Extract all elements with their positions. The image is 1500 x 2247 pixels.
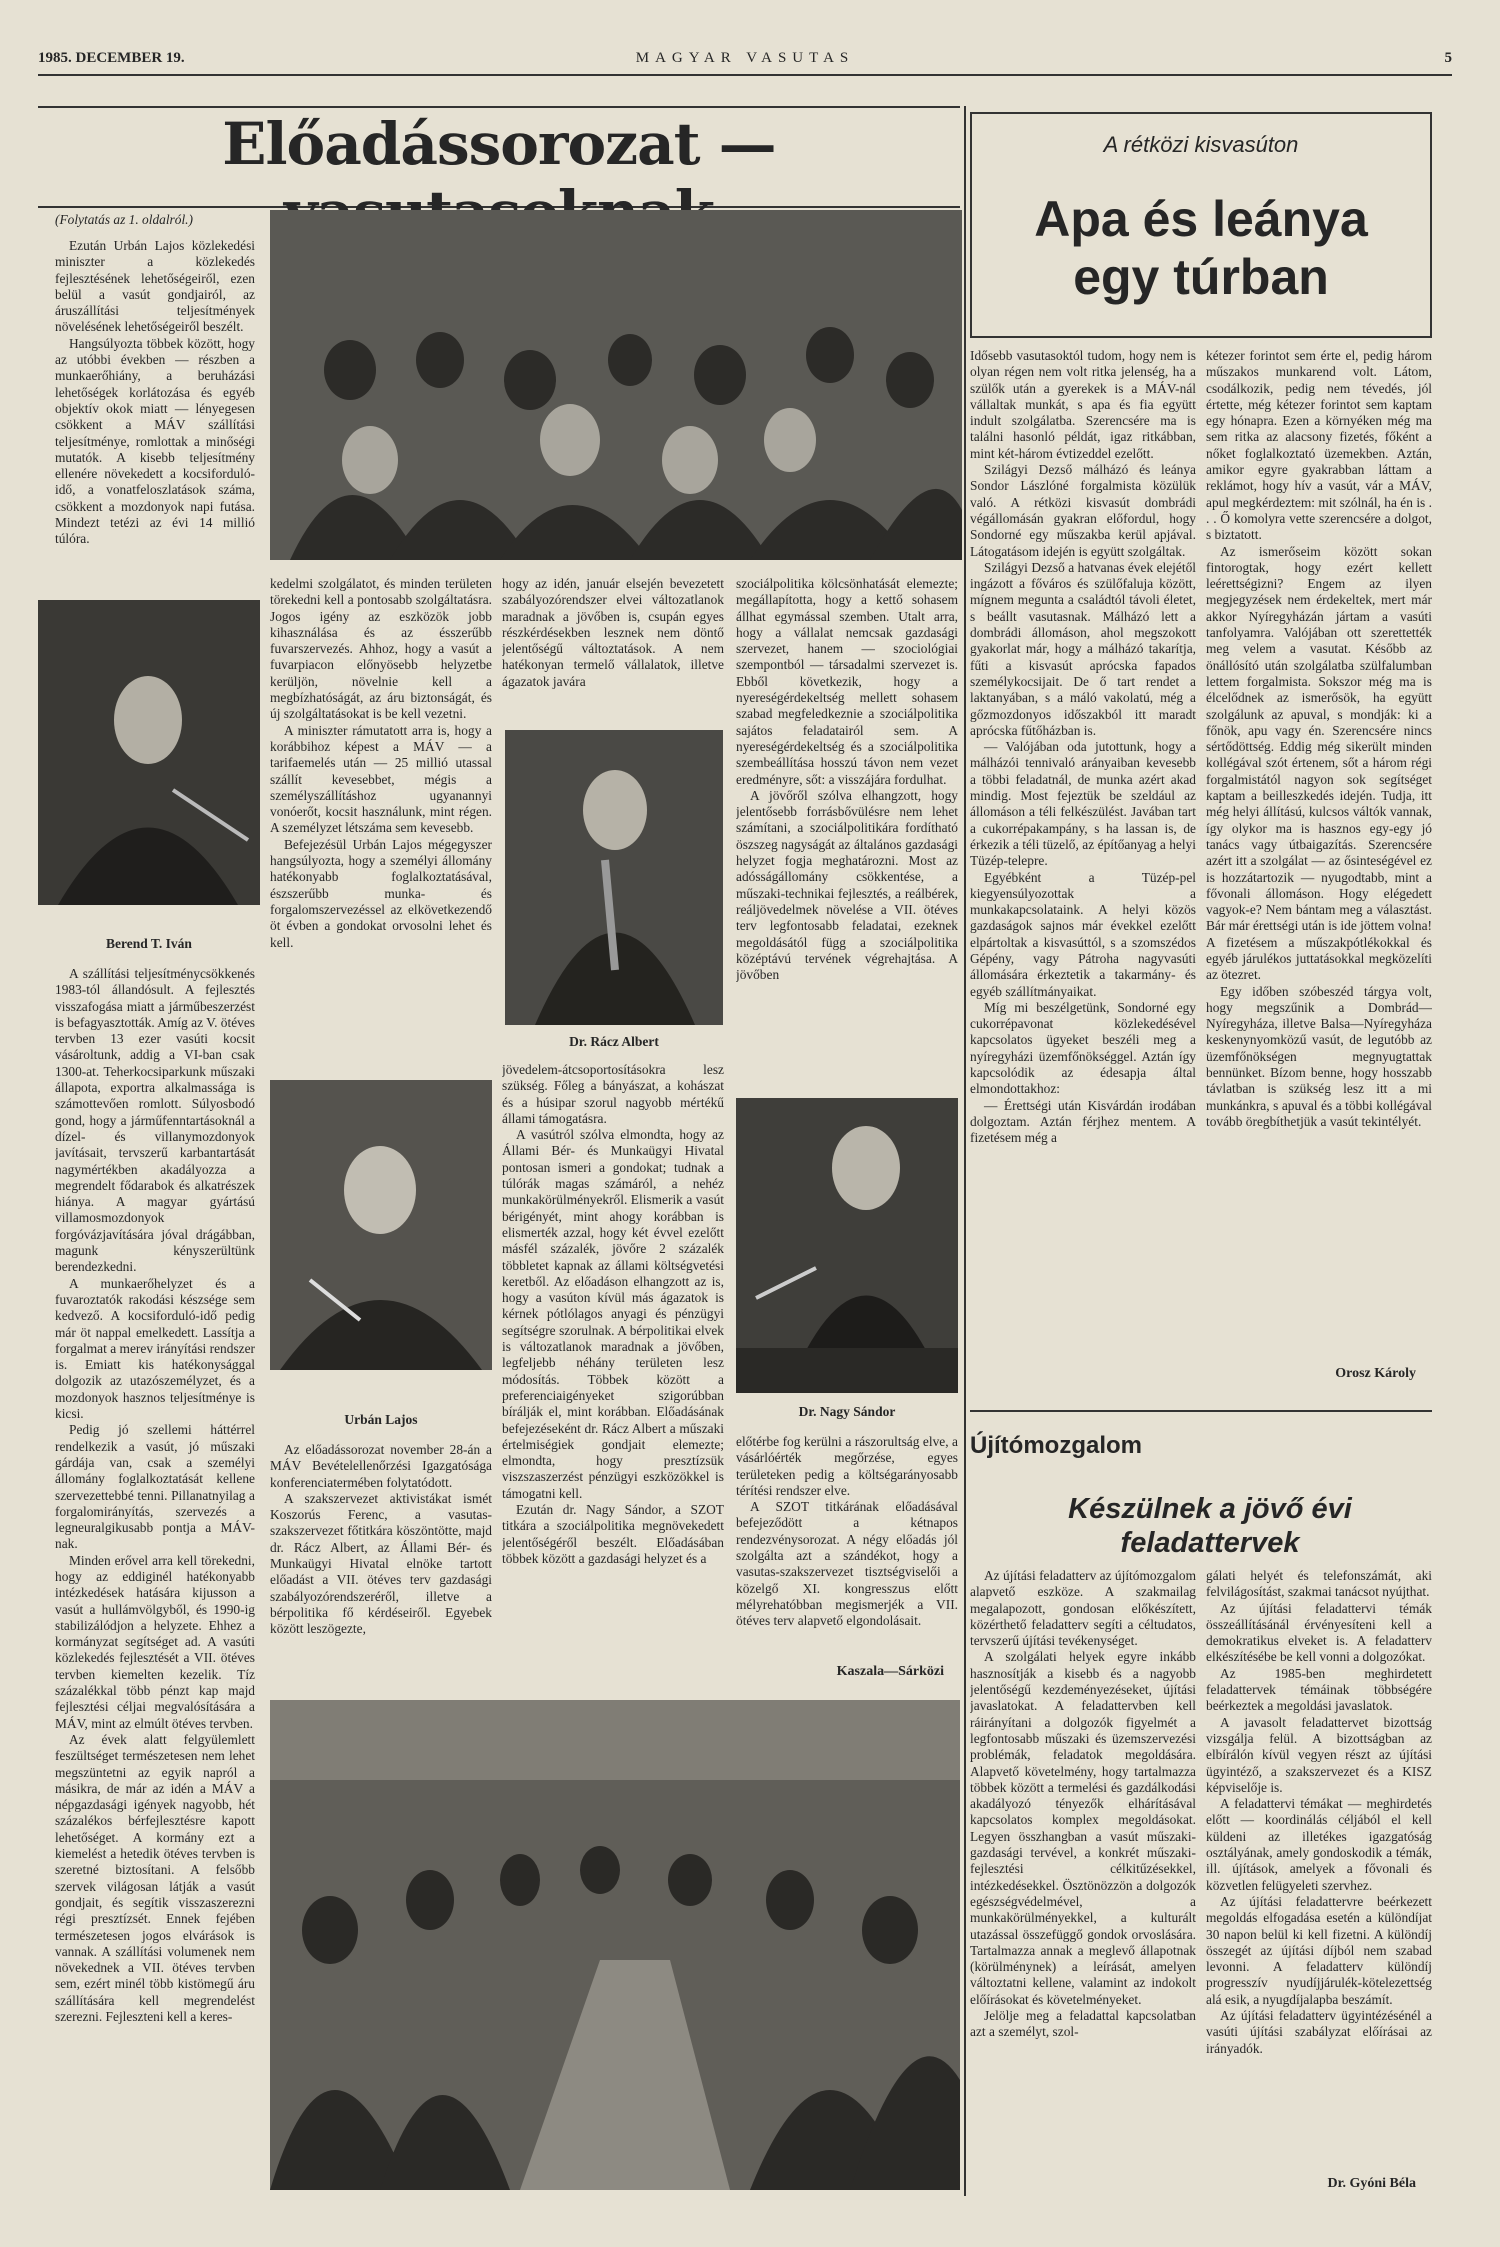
photograph-image <box>505 730 723 1025</box>
paragraph: kétezer forintot sem érte el, pedig három műszakos munkarend volt. Látom, csodálkozik, pedig nem tévedés, jól értette, még kétezer forintot sem kaptam egy hónapra. Ezen a környéken még ma sem ritka az alacsony fizetés, főként a nőket foglalkoztató üzemekben. Aztán, amikor egyre gyakrabban láttam a reklámot, hogy hív a vasút, vár a MÁV, apul megkérdeztem: mit szólnál, ha én is . . . Ő komolyra vette szerencsére a dolgot, s biztatott. <box>1206 348 1432 543</box>
paragraph: A miniszter rámutatott arra is, hogy a korábbihoz képest a MÁV — a tarifaemelés után — 25 millió utassal szállít kevesebbet, mégis a személyszállításhoz ugyanannyi vonóerőt, kocsit használunk, mint régen. A személyzet létszáma sem kevesebb. <box>270 722 492 836</box>
paragraph: A feladattervi témákat — meghirdetés előtt — koordinálás céljából el kell küldeni az illetékes igazgatóság osztályának, amely gondoskodik a témák, ill. újítások, amelyek a fővonali és közvetlen felügyeleti szervhez. <box>1206 1796 1432 1893</box>
sidebar-column-b <box>1206 348 1432 1358</box>
sidebar-signature: Orosz Károly <box>1335 1366 1416 1381</box>
photograph-image <box>270 1700 960 2190</box>
sidebar-column-a <box>970 348 1196 1378</box>
paragraph: Az előadássorozat november 28-án a MÁV Bevételellenőrzési Igazgatósága konferenciatermében folytatódott. <box>270 1442 492 1490</box>
paragraph: Az újítási feladatterv az újítómozgalom alapvető eszköze. A szakmailag megalapozott, gondosan előkészített, közérthető feladatterv segíti a céltudatos, tervszerű újítási tevékenységet. <box>970 1568 1196 1649</box>
photo-conference-hall <box>270 1700 960 2190</box>
article-column-1b <box>55 966 255 2166</box>
article-title: Előadássorozat — <box>222 110 776 178</box>
paragraph: Egy időben szóbeszéd tárgya volt, hogy megszűnik a Dombrád—Nyíregyháza, illetve Balsa—Nyíregyháza keskenynyomközű vasút, de legutóbb az üzemfőnökségen megnyugtattak bennünket. Bízom benne, hogy hosszabb távlatban is szükség lesz itt a mi munkánkra, s apuval és a többi kollégával tovább öregbíthetjük a vasút tekintélyét. <box>1206 983 1432 1129</box>
paragraph: Hangsúlyozta többek között, hogy az utóbbi években — részben a munkaerőhiány, a beruházási lehetőségek korlátozása és egyéb objektív okok miatt — lényegesen csökkent a MÁV szállítási teljesítménye, romlottak a minőségi mutatók. A kisebb teljesítmény ellenére növekedett a kocsiforduló-idő, a vonatfeloszlatások száma, csökkent a mozdonyok napi futása. Mindezt tetézi az évi 14 millió túlóra. <box>55 335 255 547</box>
paragraph: Az 1985-ben meghirdetett feladattervek témáinak többségére beérkeztek a megoldási javaslatok. <box>1206 1665 1432 1714</box>
article-column-4 <box>736 576 958 1086</box>
paragraph: A munkaerőhelyzet és a fuvaroztatók rakodási készsége sem kedvező. A kocsiforduló-idő pedig már öt nappal emelkedett. Lassítja a forgalmat a merev irányítási rendszer is. Emiatt kis hatékonysággal dolgozik az utazószemélyzet, és a mozdonyok hasznos teljesítménye is kicsi. <box>55 1275 255 1422</box>
issue-date: 1985. DECEMBER 19. <box>38 50 185 66</box>
paragraph: Míg mi beszélgetünk, Sondorné egy cukorrépavonat közlekedésével kapcsolatos ügyeket beszéli meg a nyíregyházi üzemfőnökséggel. Aztán így kapcsolódik az édesapja által elmondottakhoz: <box>970 999 1196 1097</box>
paragraph: jövedelem-átcsoportosításokra lesz szükség. Főleg a bányászat, a kohászat és a húsipar szorul nagyobb mértékű állami támogatásra. <box>502 1062 724 1126</box>
article-signature: Kaszala—Sárközi <box>836 1664 944 1679</box>
article-column-3 <box>502 576 724 706</box>
article-column-1 <box>55 238 255 588</box>
paragraph: hogy az idén, január elsején bevezetett szabályozórendszer elvei változatlanok maradnak a jövőben is, csupán egyes részkérdésekben lesznek nem döntő jelentőségű változtatások. A nem hatékonyan termelő vállalatok, illetve ágazatok javára <box>502 576 724 689</box>
paragraph: Egyébként a Tüzép-pel kiegyensúlyozottak a munkakapcsolataink. A helyi közös gazdaságok sajnos már évekkel ezelőtt elpártoltak a kisvasúttól, s a szomszédos Gépény, vagy Pátroha nagyvasúti állomására érkeztetik a takarmány- és egyéb szállítmányaikat. <box>970 869 1196 999</box>
paragraph: kedelmi szolgálatot, és minden területen törekedni kell a pontosabb szolgáltatásra. Jogos igény az eszközök jobb kihasználása és az ésszerűbb fuvarszervezés. Ahhoz, hogy a vasút a fuvarpiacon előnyösebb helyzetbe kerüljön, növelnie kell a megbízhatóságát, az áru biztonságát, és új szolgáltatásokat is be kell vezetni. <box>270 576 492 722</box>
photograph-image <box>270 1080 492 1370</box>
photo-urban <box>270 1080 492 1370</box>
paragraph: Idősebb vasutasoktól tudom, hogy nem is olyan régen nem volt ritka jelenség, ha a szülők után a gyerekek is a MÁV-nál vállaltak munkát, s apa és fia együtt indult szolgálatba. Szerencsére ma is találni hasonló példát, igaz ritkábban, mint két-három évtizeddel ezelőtt. <box>970 348 1196 461</box>
newspaper-name: MAGYAR VASUTAS <box>635 50 855 66</box>
innovation-signature: Dr. Gyóni Béla <box>1327 2176 1416 2191</box>
innovation-column-b <box>1206 1568 1432 2168</box>
sidebar-title-line-1: Apa és leánya <box>1034 191 1368 247</box>
paragraph: Jelölje meg a feladattal kapcsolatban azt a személyt, szol- <box>970 2008 1196 2040</box>
paragraph: A szolgálati helyek egyre inkább hasznosítják a kisebb és a nagyobb jelentőségű kezdeményezéseket, újítási javaslatokat. A feladattervben kell ráirányítani a dolgozók figyelmét a legfontosabb műszaki és üzemszervezési problémák, feladatok megoldására. Alapvető követelmény, hogy tartalmazza többek között a termelési és gazdálkodási akadályozó tényezők elhárításával kapcsolatos komplex megoldásokat. Legyen összhangban a vasút műszaki-gazdasági tervével, a konkrét műszaki-fejlesztési célkitűzésekkel, intézkedésekkel. Ösztönözzön a dolgozók egészségvédelmével, a munkakörülményekkel, a kulturált utazással összefüggő gondok orvoslására. Tartalmazza annak a meglevő állapotnak (körülménynek) a leírását, amelyen változtatni kellene, valamint az indokolt előírásokat és követelményeket. <box>970 1649 1196 2007</box>
section-rubric: Újítómozgalom <box>970 1432 1142 1459</box>
sidebar-kicker: A rétközi kisvasúton <box>1103 132 1299 157</box>
paragraph: — Érettségi után Kisvárdán irodában dolgoztam. Aztán férjhez mentem. A fizetésem még a <box>970 1097 1196 1146</box>
paragraph: Szilágyi Dezső málházó és leánya Sondor Lászlóné forgalmista közülük való. A rétközi kisvasút dombrádi végállomásán gyakran előfordul, hogy Sondorné egy műszakba kerül apjával. Látogatásom idején is együtt szolgáltak. <box>970 462 1196 559</box>
paragraph: — Valójában oda jutottunk, hogy a málházói tennivaló arányaiban kevesebb a többi feladatnál, de munka azért akad mindig. Most fejeztük be szeldául az állomáson a téli felkészülést. Javában tart a cukorrépakampány, s ha lassan is, de érkezik a téli tüzelő, az építőanyag a helyi Tüzép-telepre. <box>970 739 1196 869</box>
article-column-4b <box>736 1434 958 1674</box>
paragraph: Minden erővel arra kell törekedni, hogy az eddiginél hatékonyabb intézkedések hatására kijusson a vasút a hullámvölgyből, és 1990-ig stabilizálódjon a helyzete. Ehhez a kormányzat segítséget ad. A vasúti közlekedés fejlesztését a VII. ötéves tervben kiemelten kezelik. Tíz százalékkal több pénzt kap majd fejlesztési céljai megvalósítására a MÁV, mint az elmúlt ötéves tervben. <box>55 1552 255 1731</box>
paragraph: Az újítási feladatterv ügyintézésénél a vasúti újítási szabályzat előírásai az irányadók. <box>1206 2008 1432 2056</box>
paragraph: Az újítási feladattervre beérkezett megoldás elfogadása esetén a különdíjat 30 napon belül ki kell fizetni. A különdíj összegét az újítási díjból nem szabad levonni. A feladatterv különdíj progresszív nyudíjjárulék-kötelezettség alá esik, a nyugdíjalapba beszámít. <box>1206 1893 1432 2007</box>
caption-urban: Urbán Lajos <box>344 1412 418 1427</box>
continued-note: (Folytatás az 1. oldalról.) <box>55 212 193 227</box>
page-header <box>38 46 1452 72</box>
photograph-image <box>736 1098 958 1393</box>
paragraph: Ezután dr. Nagy Sándor, a SZOT titkára a szociálpolitika megnövekedett jelentőségéről beszélt. Előadásában többek között a gazdasági helyzet és a <box>502 1502 724 1566</box>
article-column-3b <box>502 1062 724 1702</box>
paragraph: előtérbe fog kerülni a rászorultság elve, a vásárlóérték megőrzése, egyes területeken pedig a költségarányosabb térítési rendszer elve. <box>736 1434 958 1498</box>
article-column-2 <box>270 576 492 1076</box>
paragraph: A SZOT titkárának előadásával befejeződött a kétnapos rendezvénysorozat. A négy előadás jól szolgálta azt a szándékot, hogy a vasutas-szakszervezet tisztségviselői a közelgő XI. kongresszus előtt mélyrehatóbban megismerjék a VII. ötéves terv alapvető elgondolásait. <box>736 1499 958 1629</box>
sidebar-title-line-2: egy túrban <box>1073 249 1329 305</box>
page-number: 5 <box>1444 50 1452 66</box>
article-column-2b <box>270 1442 492 1702</box>
paragraph: A jövőről szólva elhangzott, hogy jelentősebb forrásbővülésre nem lehet számítani, a szociálpolitikára fordítható öszszeg nagyságát az általános gazdasági helyzet fogja meghatározni. Most az adósságállomány csökkentése, a műszaki-technikai fejlesztés, a reálbérek, reáljövedelmek növelése a VII. ötéves terv legfontosabb feladatai, ezeknek megoldásától függ a szociálpolitika középtávú tervének végrehajtása. A jövőben <box>736 787 958 983</box>
header-rule <box>38 74 1452 76</box>
paragraph: A szakszervezet aktivistákat ismét Koszorús Ferenc, a vasutas-szakszervezet főtitkára köszöntötte, majd dr. Rácz Albert, az Állami Bér- és Munkaügyi Hivatal elnöke tartott előadást a VII. ötéves terv gazdasági szabályozórendszeréről, illetve a bérpolitika fő kérdéseiről. Egyebek között leszögezte, <box>270 1490 492 1637</box>
photograph-image <box>38 600 260 905</box>
paragraph: A szállítási teljesítménycsökkenés 1983-tól állandósult. A fejlesztés visszafogása miatt a járműbeszerzést is befagyasztották. Amíg az V. ötéves tervben 13 ezer vasúti kocsit vásároltunk, addig a VI-ban csak 1300-at. Teherkocsiparkunk műszaki állapota, exportra alkalmassága is számottevően romlott. Súlyosbodó gond, hogy a járműfenntartásoknál a dízel- és villanymozdonyok javításait, tervszerű karbantartását nagymértékben akadályozza a megrendelt fődarabok és alkatrészek hiánya. A magyar gyártású villamosmozdonyok forgóvázjavítására jóval drágábban, magunk kényszerültünk berendezkedni. <box>55 966 255 1275</box>
title-rule <box>38 106 960 108</box>
sidebar-title <box>970 190 1432 306</box>
caption-berend: Berend T. Iván <box>106 936 192 951</box>
photo-nagy <box>736 1098 958 1393</box>
photo-berend <box>38 600 260 905</box>
section-rule <box>970 1410 1432 1412</box>
caption-nagy: Dr. Nagy Sándor <box>798 1404 896 1419</box>
paragraph: Az évek alatt felgyülemlett feszültséget természetesen nem lehet megszüntetni az egyik napról a másikra, de már az idén a MÁV a népgazdasági igények nagyobb, hét százalékos bérfejlesztésre kapott lehetőséget. A kormány ezt a kiemelést a hetedik ötéves tervben is szeretné biztosítani. A felsőbb szervek világosan látják a vasút gondjait, és segítik visszaszerezni régi presztízsét. Ennek fejében természetesen jogos elvárások is vannak. A szállítási volumenek nem növekednek a VII. ötéves tervben sem, ezért minél több kistömegű áru szállítására kell megrendelést szerezni. Fejleszteni kell a keres- <box>55 1731 255 2024</box>
paragraph: Szilágyi Dezső a hatvanas évek elejétől ingázott a főváros és szülőfaluja között, mígnem meguntа a családtól távoli életet, s beállt vasutasnak. Málházó lett a dombrádi állomáson, ahol megszokott gyakorlat már, hogy a málházó takarítja, fűti a kisvasút aprócska fapados személykocsijait. De ő tart rendet a laktanyában, s a máló vakolatú, még a gőzmozdonyos időszakból itt maradt aprócska fűtőházban is. <box>970 559 1196 738</box>
innovation-title: Készülnek a jövő évi feladattervek <box>1068 1493 1352 1559</box>
paragraph: Az újítási feladattervi témák összeállításánál érvényesíteni kell a demokratikus elveket is. A feladatterv elkészítésébe be kell vonni a dolgozókat. <box>1206 1600 1432 1665</box>
caption-racz: Dr. Rácz Albert <box>569 1034 659 1049</box>
paragraph: Az ismerőseim között sokan fintorogtak, hogy ezért kellett leérettségizni? Engem az ilyen megjegyzések nem érdekeltek, mert már akkor Nyíregyházán jártam a vasúti tanfolyamra. Valójában ott szerettették meg velem a vasutat. Később az önállósító után szolgálatba szülfalumban lettem forgalmista. Sokszor még ma is élcelődnek az ismerősök, ha együtt szolgálunk az apuval, s mondják: ki a főnök, apu vagy én. Szerencsére nincs sértődöttség. Eddig még sikerült minden kollégával szót értenem, sőt a három régi forgalmistától nagyon sok segítséget kaptam a beilleszkedés idején. Tudja, itt még helyi állítású, kulcsos váltók vannak, így olykor ma is hasznos egy-egy jó tanács vagy útbaigazítás. Szerencsére azért itt a szolgálat — az ősinteségével ez is hozzátartozik — nyugodtabb, mint a fővonali állomáson. Hogy elégedett vagyok-e? Nem bántam meg a választást. Bár már érettségi után is ide jöttem volna! A fizetésem a műszakpótlékokkal és egyéb járulékos juttatásokkal megközelíti az ötezret. <box>1206 543 1432 983</box>
paragraph: szociálpolitika kölcsönhatását elemezte; megállapította, hogy a kettő sohasem állhat egymással szemben. Utalt arra, hogy a vállalat nemcsak gazdasági szervezet, hanem — szociológiai szempontból — társadalmi szervezet is. Ebből következik, hogy a nyereségérdekeltség mellett sohasem szabad megfeledkeznie a szociálpolitika sajátos feladatairól sem. A nyereségérdekeltség és a szociálpolitika szembeállítása hosszú távon nem vezet eredményre, sőt: a visszájára fordulhat. <box>736 576 958 787</box>
column-divider <box>964 106 966 2196</box>
innovation-column-a <box>970 1568 1196 2190</box>
photo-racz <box>505 730 723 1025</box>
paragraph: Pedig jó szellemi háttérrel rendelkezik a vasút, jó műszaki gárdája van, csak a személyi állomány foglalkoztatását kellene szervezettebbé tenni. Pillanatnyilag a forgalomirányítás, szervezés a legneuralgikusabb pontja a MÁV-nak. <box>55 1422 255 1552</box>
paragraph: Ezután Urbán Lajos közlekedési miniszter a közlekedés fejlesztésének lehetőségeiről, ezen belül a vasút gondjairól, az áruszállítási teljesítmények növelésének lehetőségeiről beszélt. <box>55 238 255 335</box>
paragraph: Befejezésül Urbán Lajos mégegyszer hangsúlyozta, hogy a személyi állomány hatékonyabb foglalkoztatásával, észszerűbb munka- és forgalomszervezéssel az elkövetkezendő öt évben a gondokat orvosolni lehet és kell. <box>270 836 492 950</box>
paragraph: gálati helyét és telefonszámát, aki felvilágosítást, szakmai tanácsot nyújthat. <box>1206 1568 1432 1600</box>
paragraph: A javasolt feladattervet bizottság vizsgálja felül. A bizottságban az elbírálón kívül vegyen részt az újítási ügyintéző, a szakszervezet és a KISZ képviselője is. <box>1206 1714 1432 1795</box>
paragraph: A vasútról szólva elmondta, hogy az Állami Bér- és Munkaügyi Hivatal pontosan ismeri a gondokat; tudnak a túlórák magas számáról, a nehéz munkakörülményekről. Elismerik a vasút bérigényét, mint ahogy korábban is elismerték azzal, hogy két évvel ezelőtt másfél százalék, jövőre 2 százalék többletet kapnak az állami költségvetési keretből. Az előadáson elhangzott az is, hogy a vasúton kívül más ágazatok is kérnek pótlólagos anyagi és pénzügyi segítségre szorulnak. A bérpolitikai elvek is változatlanok maradnak a jövőben, legfeljebb néhány területen lesz módosítás. Többek között a preferenciaigényeket szigorúbban bírálják el, mint korábban. Előadásának befejezéseként dr. Rácz Albert a műszaki értelmiségiek gondjait elemezte; elmondta, hogy presztízsük viszszaszerzést pénzügyi eszközökkel is támogatni kell. <box>502 1127 724 1501</box>
photo-audience <box>270 210 962 560</box>
photograph-image <box>270 210 962 560</box>
